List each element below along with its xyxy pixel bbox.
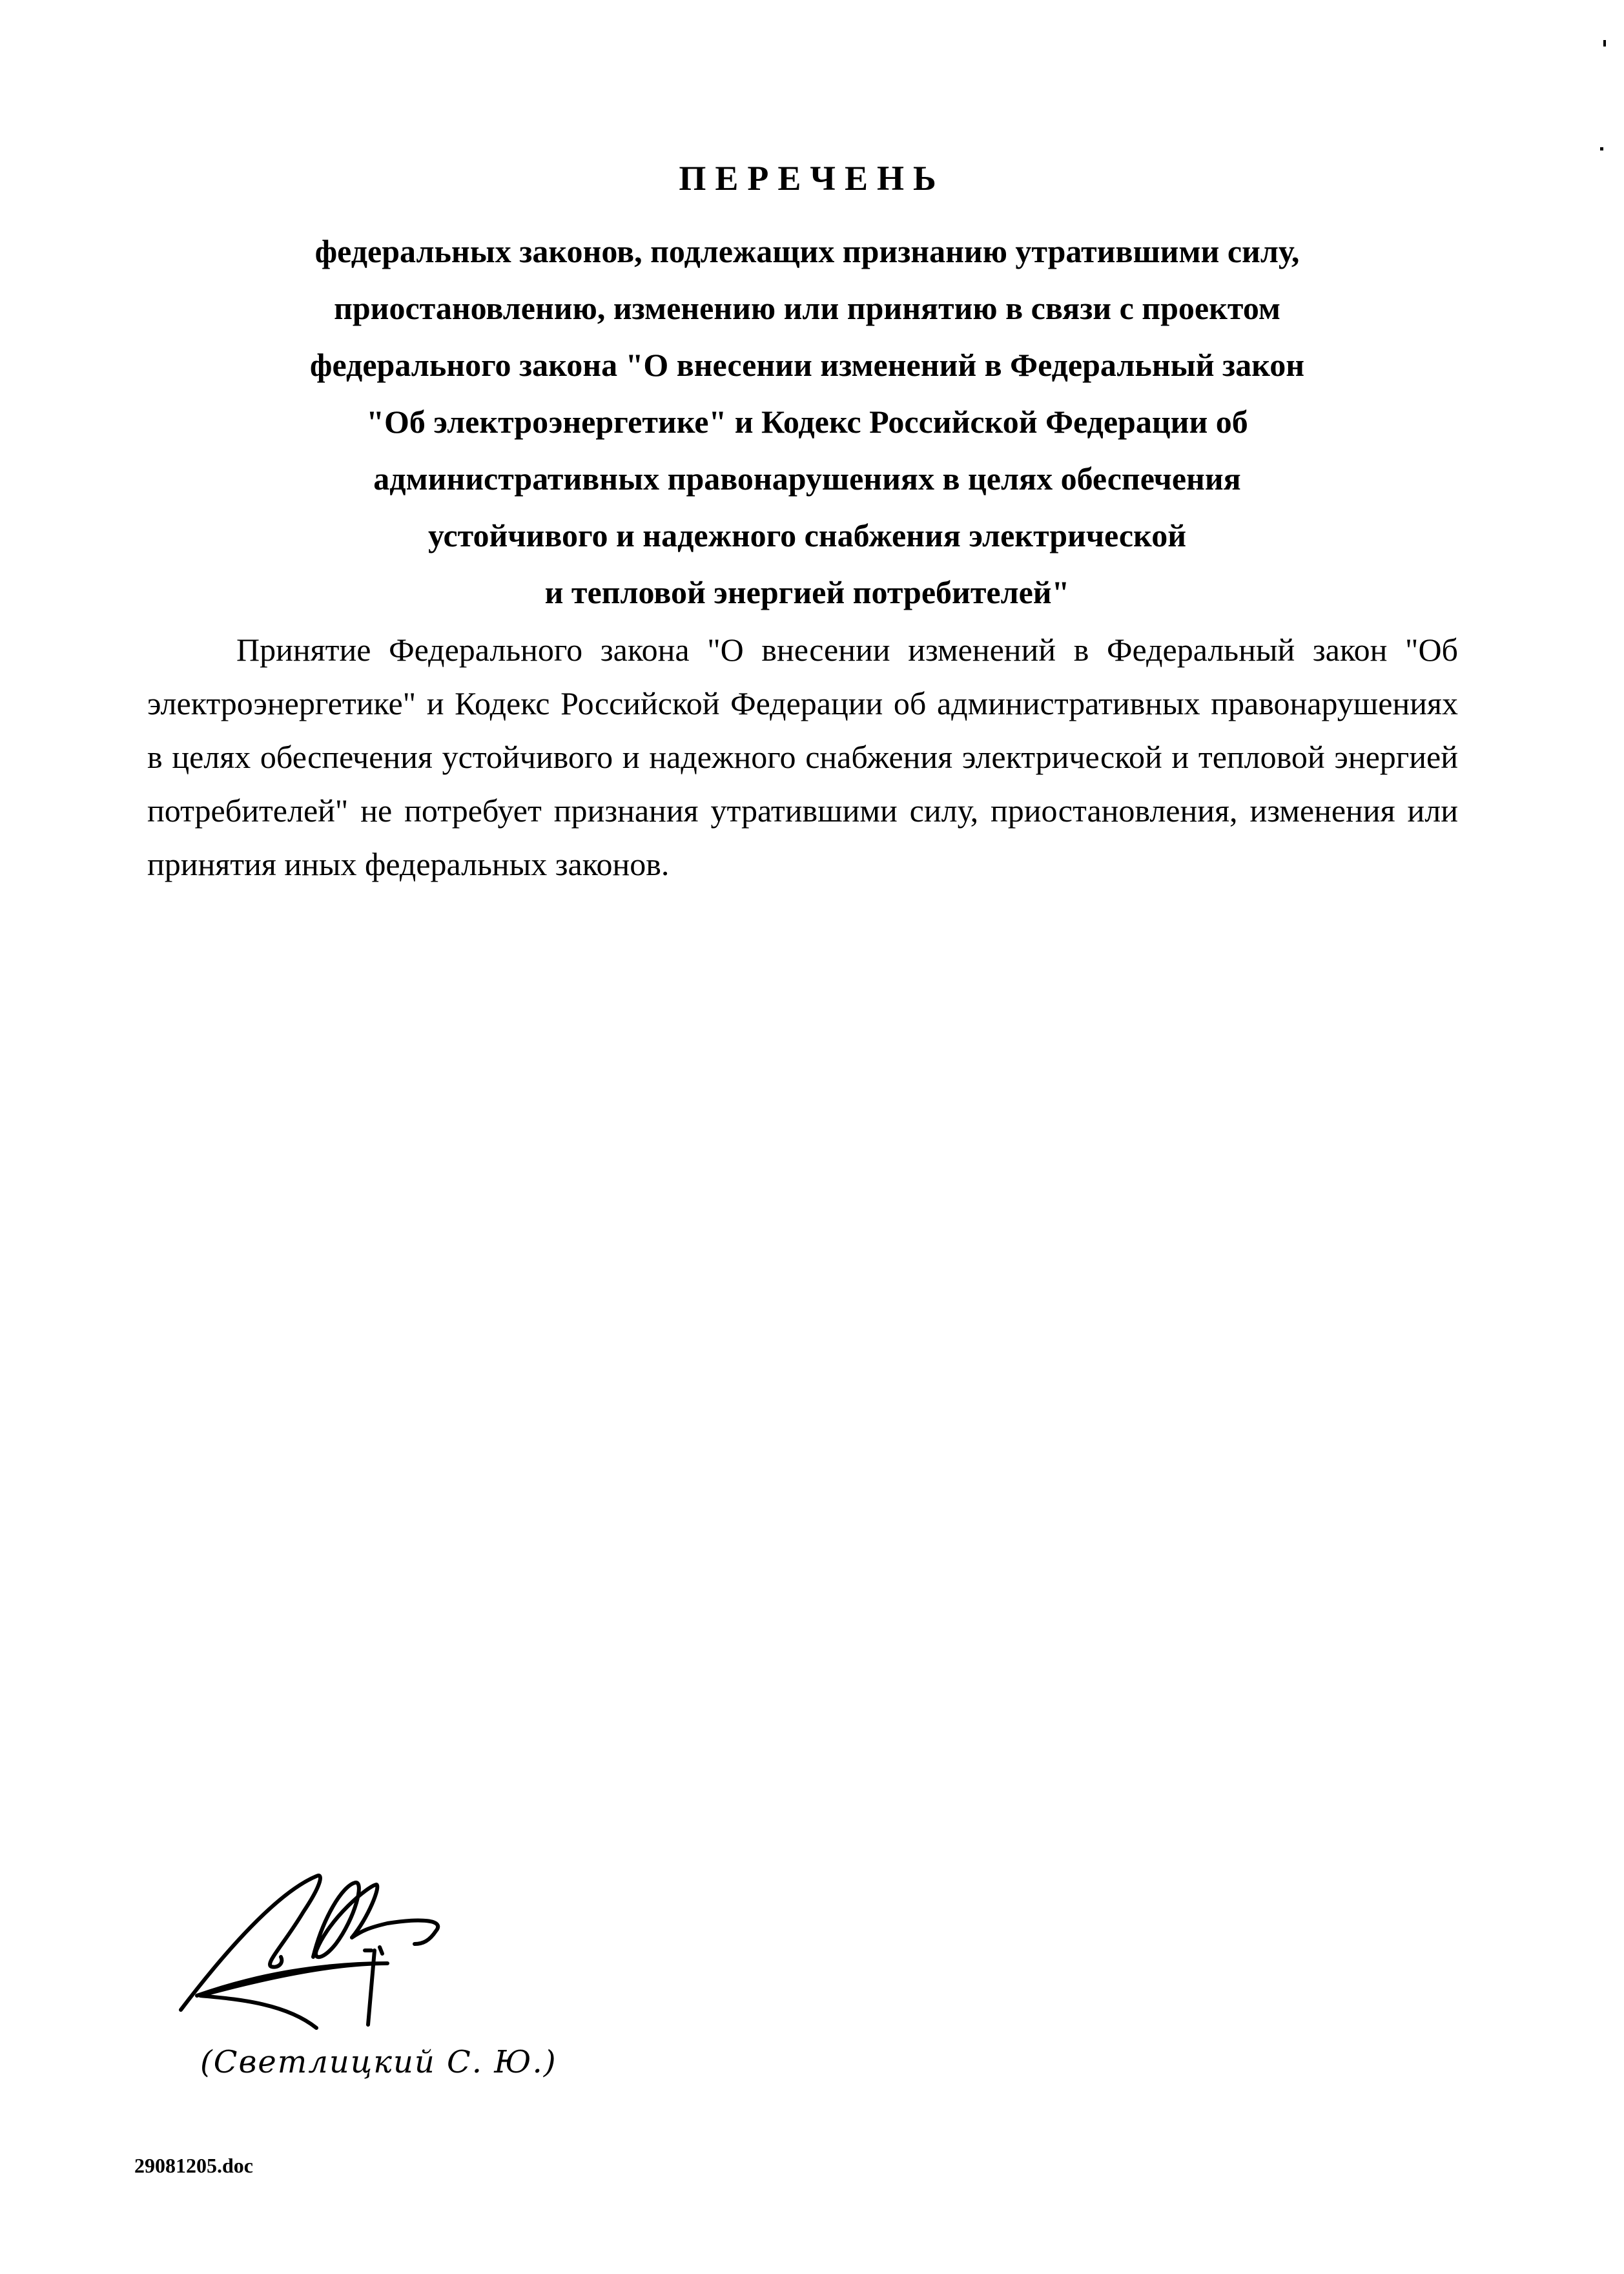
subtitle-line: устойчивого и надежного снабжения электрической xyxy=(427,517,1187,553)
subtitle-line: административных правонарушениях в целях обеспечения xyxy=(373,460,1241,497)
subtitle-line: федерального закона "О внесении изменений в Федеральный закон xyxy=(309,347,1305,383)
scan-speck xyxy=(1600,147,1603,150)
document-title: ПЕРЕЧЕНЬ xyxy=(679,159,945,198)
subtitle-line: федеральных законов, подлежащих признанию утратившими силу, xyxy=(314,233,1300,269)
subtitle-line: и тепловой энергией потребителей" xyxy=(544,574,1070,610)
subtitle-line: "Об электроэнергетике" и Кодекс Российской Федерации об xyxy=(366,404,1248,440)
scan-speck xyxy=(1603,40,1606,47)
body-paragraph: Принятие Федерального закона "О внесении изменений в Федеральный закон "Об электроэнергетике" и Кодекс Российской Федерации об административных правонарушениях в целях обеспечения устойчивого и надежного снабжения электрической и тепловой энергией потребителей" не потребует признания утратившими силу, приостановления, изменения или принятия иных федеральных законов. xyxy=(147,632,1458,882)
signatory-name: (Светлицкий С. Ю.) xyxy=(200,2044,557,2080)
subtitle-line: приостановлению, изменению или принятию в связи с проектом xyxy=(334,290,1280,326)
document-subtitle xyxy=(194,223,1421,621)
document-filename: 29081205.doc xyxy=(134,2154,253,2177)
